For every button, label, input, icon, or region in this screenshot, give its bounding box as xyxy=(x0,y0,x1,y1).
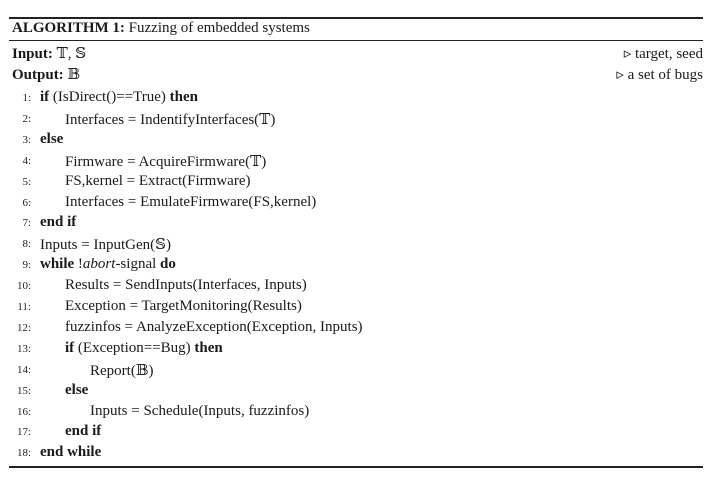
title-rule xyxy=(9,40,703,41)
keyword: else xyxy=(65,381,89,398)
line-number: 17: xyxy=(16,426,31,439)
line-code xyxy=(65,110,275,129)
line-code xyxy=(40,256,176,273)
line-number: 3: xyxy=(22,133,31,146)
code-text: (Exception==Bug) xyxy=(74,339,195,356)
code-text: abort xyxy=(82,256,116,273)
input-comment: ▹ target, seed xyxy=(623,46,703,62)
algorithm-title-label: ALGORITHM 1: xyxy=(12,20,125,36)
keyword: else xyxy=(40,130,64,147)
code-text: Results = SendInputs(Interfaces, Inputs) xyxy=(65,277,307,294)
algorithm-title-text: Fuzzing of embedded systems xyxy=(128,20,310,36)
keyword: end if xyxy=(65,423,102,440)
line-number: 6: xyxy=(22,196,31,209)
algorithm-line xyxy=(0,235,713,256)
keyword: if xyxy=(40,89,50,105)
algorithm-line xyxy=(0,340,713,361)
algorithm-line xyxy=(0,403,713,424)
output-comment: ▹ a set of bugs xyxy=(616,67,703,83)
line-code xyxy=(40,89,198,106)
line-number: 16: xyxy=(16,405,31,418)
line-number: 15: xyxy=(16,384,31,397)
output-value: 𝔹 xyxy=(67,67,81,83)
line-code xyxy=(65,152,266,171)
keyword: then xyxy=(194,339,223,356)
line-code xyxy=(90,361,154,380)
code-text: (IsDirect()==True) xyxy=(49,89,170,105)
algorithm-line xyxy=(0,361,713,382)
algorithm-line xyxy=(0,319,713,340)
input-row xyxy=(12,44,86,63)
line-code xyxy=(40,214,76,231)
output-row xyxy=(12,65,80,84)
code-text: Inputs = Schedule(Inputs, fuzzinfos) xyxy=(90,402,310,419)
line-code xyxy=(40,131,63,148)
line-code xyxy=(90,403,309,420)
algorithm-line xyxy=(0,152,713,173)
code-text: ! xyxy=(74,256,83,273)
keyword: end while xyxy=(40,444,102,461)
top-rule xyxy=(9,17,703,19)
code-text: Interfaces = IndentifyInterfaces(𝕋) xyxy=(65,111,276,128)
algorithm-line xyxy=(0,173,713,194)
algorithm-title xyxy=(12,20,310,37)
algorithm-line xyxy=(0,110,713,131)
algorithm-line xyxy=(0,277,713,298)
keyword: then xyxy=(169,89,199,105)
algorithm-line xyxy=(0,256,713,277)
line-number: 8: xyxy=(22,238,31,251)
input-value: 𝕋, 𝕊 xyxy=(56,46,87,62)
line-number: 2: xyxy=(22,112,31,125)
line-number: 5: xyxy=(22,175,31,188)
keyword: if xyxy=(65,339,75,356)
code-text: Exception = TargetMonitoring(Results) xyxy=(65,298,302,314)
algorithm-line xyxy=(0,382,713,403)
line-number: 11: xyxy=(17,301,31,313)
keyword: while xyxy=(40,256,75,273)
keyword: end if xyxy=(40,214,77,231)
line-number: 9: xyxy=(22,259,31,272)
input-label: Input: xyxy=(12,46,53,62)
line-number: 1: xyxy=(22,92,31,104)
algorithm-line xyxy=(0,194,713,215)
line-number: 12: xyxy=(16,321,31,334)
line-code xyxy=(65,277,307,294)
algorithm-line xyxy=(0,423,713,444)
code-text: Inputs = InputGen(𝕊) xyxy=(40,237,171,254)
code-text: -signal xyxy=(115,256,161,273)
line-number: 14: xyxy=(16,363,31,376)
code-text: Firmware = AcquireFirmware(𝕋) xyxy=(65,153,267,170)
code-text: Report(𝔹) xyxy=(90,362,154,379)
keyword: do xyxy=(160,256,176,273)
algorithm-line xyxy=(0,89,713,110)
output-label: Output: xyxy=(12,67,64,83)
algorithm-line xyxy=(0,298,713,319)
code-text: fuzzinfos = AnalyzeException(Exception, Inputs) xyxy=(65,318,363,335)
bottom-rule xyxy=(9,466,703,468)
code-text: FS,kernel = Extract(Firmware) xyxy=(65,172,251,189)
algorithm-line xyxy=(0,444,713,465)
line-number: 10: xyxy=(16,280,31,293)
code-text: Interfaces = EmulateFirmware(FS,kernel) xyxy=(65,193,317,210)
algorithm-line xyxy=(0,214,713,235)
line-code xyxy=(65,423,101,440)
line-number: 13: xyxy=(16,342,31,355)
line-number: 7: xyxy=(22,217,31,230)
line-code xyxy=(65,340,223,357)
line-code xyxy=(65,298,302,315)
line-code xyxy=(65,173,251,190)
line-code xyxy=(65,319,363,336)
line-code xyxy=(40,235,171,254)
line-code xyxy=(65,194,316,211)
line-code xyxy=(65,382,88,399)
line-number: 18: xyxy=(16,447,31,460)
line-code xyxy=(40,444,101,461)
line-number: 4: xyxy=(22,154,31,167)
algorithm-line xyxy=(0,131,713,152)
